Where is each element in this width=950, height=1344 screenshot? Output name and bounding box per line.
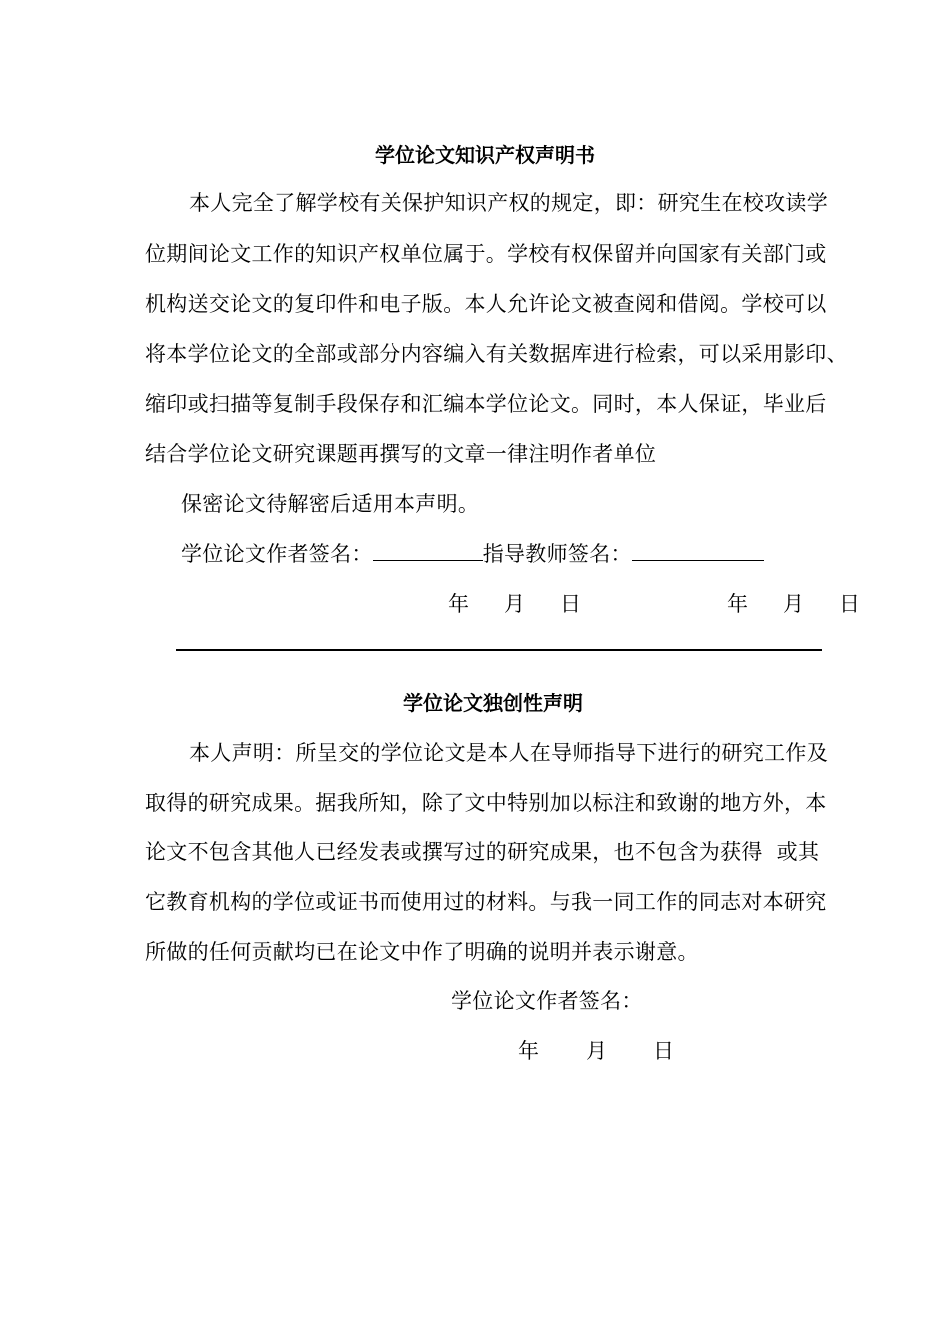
advisor-date-month: 月 xyxy=(783,592,805,616)
ip-paragraph-line-4: 将本学位论文的全部或部分内容编入有关数据库进行检索，可以采用影印、 xyxy=(145,342,848,366)
originality-paragraph-line-2: 取得的研究成果。据我所知，除了文中特别加以标注和致谢的地方外，本 xyxy=(145,791,827,815)
originality-author-signature-label: 学位论文作者签名： xyxy=(451,989,643,1013)
advisor-signature-line[interactable] xyxy=(632,540,764,561)
ip-paragraph-line-2: 位期间论文工作的知识产权单位属于。学校有权保留并向国家有关部门或 xyxy=(145,242,827,266)
ip-paragraph-line-5: 缩印或扫描等复制手段保存和汇编本学位论文。同时，本人保证，毕业后 xyxy=(145,392,827,416)
originality-date-year: 年 xyxy=(518,1039,540,1063)
ip-paragraph-line-1: 本人完全了解学校有关保护知识产权的规定，即：研究生在校攻读学 xyxy=(189,191,828,215)
originality-paragraph-line-3: 论文不包含其他人已经发表或撰写过的研究成果，也不包含为获得 或其 xyxy=(145,840,820,864)
author-signature-label: 学位论文作者签名： xyxy=(181,542,373,566)
ip-statement-title: 学位论文知识产权声明书 xyxy=(375,143,595,167)
author-date-year: 年 xyxy=(448,592,470,616)
originality-paragraph-line-4: 它教育机构的学位或证书而使用过的材料。与我一同工作的同志对本研究 xyxy=(145,890,827,914)
author-date-month: 月 xyxy=(504,592,526,616)
advisor-date-day: 日 xyxy=(839,592,861,616)
advisor-date-year: 年 xyxy=(727,592,749,616)
originality-paragraph-line-1: 本人声明：所呈交的学位论文是本人在导师指导下进行的研究工作及 xyxy=(189,741,828,765)
originality-date-day: 日 xyxy=(653,1039,675,1063)
ip-signature-row xyxy=(181,538,764,568)
originality-paragraph-line-5: 所做的任何贡献均已在论文中作了明确的说明并表示谢意。 xyxy=(145,940,699,964)
section-divider xyxy=(176,649,822,651)
confidential-note: 保密论文待解密后适用本声明。 xyxy=(181,492,480,516)
advisor-signature-label: 指导教师签名： xyxy=(482,542,632,566)
ip-paragraph-line-6: 结合学位论文研究课题再撰写的文章一律注明作者单位 xyxy=(145,442,657,466)
author-date-day: 日 xyxy=(560,592,582,616)
author-signature-line[interactable] xyxy=(373,540,483,561)
originality-date-month: 月 xyxy=(586,1039,608,1063)
originality-statement-title: 学位论文独创性声明 xyxy=(403,691,583,715)
ip-paragraph-line-3: 机构送交论文的复印件和电子版。本人允许论文被查阅和借阅。学校可以 xyxy=(145,292,827,316)
